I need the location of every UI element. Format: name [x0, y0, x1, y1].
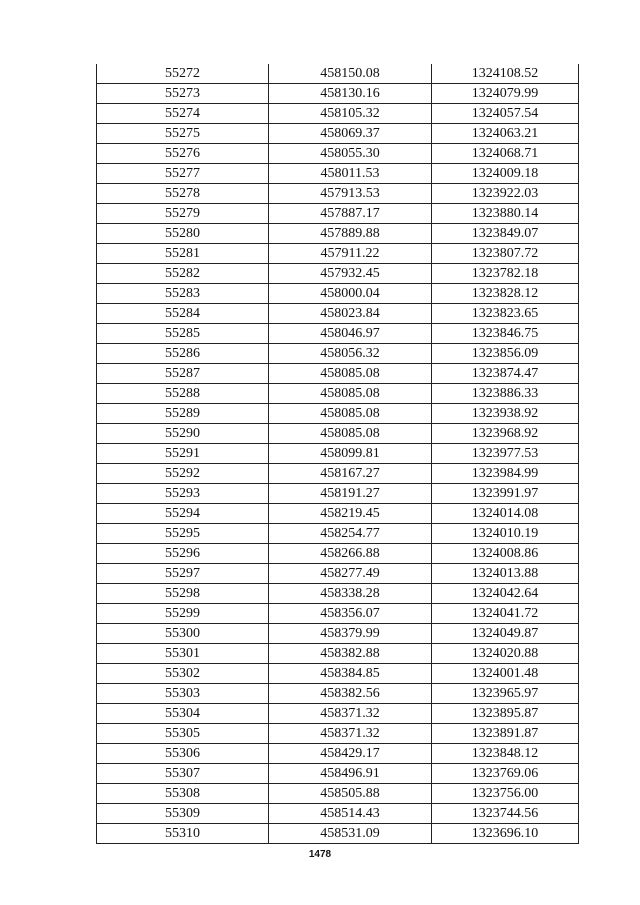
- x-coordinate-cell: 458085.08: [269, 364, 432, 384]
- x-coordinate-cell: 458000.04: [269, 284, 432, 304]
- y-coordinate-cell: 1324020.88: [432, 644, 579, 664]
- table-row: [97, 464, 579, 484]
- coordinate-table: [96, 64, 579, 844]
- y-coordinate-cell: 1323807.72: [432, 244, 579, 264]
- point-id-cell: 55286: [97, 344, 269, 364]
- table-row: [97, 804, 579, 824]
- y-coordinate-cell: 1324014.08: [432, 504, 579, 524]
- x-coordinate-cell: 457887.17: [269, 204, 432, 224]
- point-id-cell: 55277: [97, 164, 269, 184]
- table-row: [97, 64, 579, 84]
- table-row: [97, 304, 579, 324]
- point-id-cell: 55283: [97, 284, 269, 304]
- y-coordinate-cell: 1323938.92: [432, 404, 579, 424]
- x-coordinate-cell: 458382.56: [269, 684, 432, 704]
- table-row: [97, 324, 579, 344]
- y-coordinate-cell: 1323886.33: [432, 384, 579, 404]
- y-coordinate-cell: 1324008.86: [432, 544, 579, 564]
- table-row: [97, 584, 579, 604]
- table-row: [97, 424, 579, 444]
- y-coordinate-cell: 1324009.18: [432, 164, 579, 184]
- x-coordinate-cell: 458085.08: [269, 384, 432, 404]
- y-coordinate-cell: 1323991.97: [432, 484, 579, 504]
- point-id-cell: 55306: [97, 744, 269, 764]
- y-coordinate-cell: 1323965.97: [432, 684, 579, 704]
- table-row: [97, 564, 579, 584]
- table-row: [97, 264, 579, 284]
- table-row: [97, 504, 579, 524]
- point-id-cell: 55303: [97, 684, 269, 704]
- y-coordinate-cell: 1323895.87: [432, 704, 579, 724]
- x-coordinate-cell: 458338.28: [269, 584, 432, 604]
- point-id-cell: 55279: [97, 204, 269, 224]
- table-row: [97, 404, 579, 424]
- point-id-cell: 55272: [97, 64, 269, 84]
- table-row: [97, 644, 579, 664]
- point-id-cell: 55307: [97, 764, 269, 784]
- x-coordinate-cell: 458384.85: [269, 664, 432, 684]
- y-coordinate-cell: 1323880.14: [432, 204, 579, 224]
- y-coordinate-cell: 1324001.48: [432, 664, 579, 684]
- point-id-cell: 55293: [97, 484, 269, 504]
- point-id-cell: 55292: [97, 464, 269, 484]
- x-coordinate-cell: 458069.37: [269, 124, 432, 144]
- x-coordinate-cell: 458371.32: [269, 704, 432, 724]
- point-id-cell: 55296: [97, 544, 269, 564]
- coordinate-table-container: [96, 64, 578, 844]
- point-id-cell: 55273: [97, 84, 269, 104]
- table-row: [97, 764, 579, 784]
- y-coordinate-cell: 1323968.92: [432, 424, 579, 444]
- table-row: [97, 364, 579, 384]
- x-coordinate-cell: 458150.08: [269, 64, 432, 84]
- point-id-cell: 55301: [97, 644, 269, 664]
- x-coordinate-cell: 458099.81: [269, 444, 432, 464]
- point-id-cell: 55291: [97, 444, 269, 464]
- point-id-cell: 55285: [97, 324, 269, 344]
- x-coordinate-cell: 458382.88: [269, 644, 432, 664]
- point-id-cell: 55282: [97, 264, 269, 284]
- point-id-cell: 55305: [97, 724, 269, 744]
- y-coordinate-cell: 1323823.65: [432, 304, 579, 324]
- table-row: [97, 184, 579, 204]
- y-coordinate-cell: 1324041.72: [432, 604, 579, 624]
- table-row: [97, 384, 579, 404]
- point-id-cell: 55295: [97, 524, 269, 544]
- y-coordinate-cell: 1324010.19: [432, 524, 579, 544]
- point-id-cell: 55290: [97, 424, 269, 444]
- y-coordinate-cell: 1323874.47: [432, 364, 579, 384]
- x-coordinate-cell: 458130.16: [269, 84, 432, 104]
- point-id-cell: 55274: [97, 104, 269, 124]
- x-coordinate-cell: 458514.43: [269, 804, 432, 824]
- x-coordinate-cell: 458191.27: [269, 484, 432, 504]
- x-coordinate-cell: 458356.07: [269, 604, 432, 624]
- y-coordinate-cell: 1324108.52: [432, 64, 579, 84]
- point-id-cell: 55302: [97, 664, 269, 684]
- point-id-cell: 55281: [97, 244, 269, 264]
- x-coordinate-cell: 458266.88: [269, 544, 432, 564]
- y-coordinate-cell: 1324068.71: [432, 144, 579, 164]
- table-row: [97, 84, 579, 104]
- point-id-cell: 55308: [97, 784, 269, 804]
- y-coordinate-cell: 1323828.12: [432, 284, 579, 304]
- x-coordinate-cell: 458011.53: [269, 164, 432, 184]
- x-coordinate-cell: 458429.17: [269, 744, 432, 764]
- table-row: [97, 444, 579, 464]
- x-coordinate-cell: 458505.88: [269, 784, 432, 804]
- coordinate-table-body: [97, 64, 579, 844]
- table-row: [97, 524, 579, 544]
- y-coordinate-cell: 1323756.00: [432, 784, 579, 804]
- y-coordinate-cell: 1324079.99: [432, 84, 579, 104]
- y-coordinate-cell: 1324063.21: [432, 124, 579, 144]
- table-row: [97, 144, 579, 164]
- x-coordinate-cell: 457913.53: [269, 184, 432, 204]
- point-id-cell: 55278: [97, 184, 269, 204]
- table-row: [97, 164, 579, 184]
- y-coordinate-cell: 1323984.99: [432, 464, 579, 484]
- x-coordinate-cell: 457911.22: [269, 244, 432, 264]
- table-row: [97, 104, 579, 124]
- x-coordinate-cell: 458085.08: [269, 404, 432, 424]
- x-coordinate-cell: 458219.45: [269, 504, 432, 524]
- point-id-cell: 55284: [97, 304, 269, 324]
- point-id-cell: 55299: [97, 604, 269, 624]
- y-coordinate-cell: 1323891.87: [432, 724, 579, 744]
- x-coordinate-cell: 458379.99: [269, 624, 432, 644]
- point-id-cell: 55300: [97, 624, 269, 644]
- x-coordinate-cell: 458085.08: [269, 424, 432, 444]
- table-row: [97, 604, 579, 624]
- table-row: [97, 344, 579, 364]
- table-row: [97, 664, 579, 684]
- table-row: [97, 284, 579, 304]
- x-coordinate-cell: 457932.45: [269, 264, 432, 284]
- point-id-cell: 55294: [97, 504, 269, 524]
- x-coordinate-cell: 458371.32: [269, 724, 432, 744]
- table-row: [97, 124, 579, 144]
- table-row: [97, 224, 579, 244]
- point-id-cell: 55276: [97, 144, 269, 164]
- point-id-cell: 55288: [97, 384, 269, 404]
- y-coordinate-cell: 1323744.56: [432, 804, 579, 824]
- table-row: [97, 244, 579, 264]
- point-id-cell: 55309: [97, 804, 269, 824]
- y-coordinate-cell: 1323922.03: [432, 184, 579, 204]
- table-row: [97, 724, 579, 744]
- table-row: [97, 544, 579, 564]
- x-coordinate-cell: 458055.30: [269, 144, 432, 164]
- point-id-cell: 55287: [97, 364, 269, 384]
- table-row: [97, 744, 579, 764]
- y-coordinate-cell: 1323977.53: [432, 444, 579, 464]
- table-row: [97, 824, 579, 844]
- point-id-cell: 55289: [97, 404, 269, 424]
- point-id-cell: 55280: [97, 224, 269, 244]
- point-id-cell: 55297: [97, 564, 269, 584]
- x-coordinate-cell: 458056.32: [269, 344, 432, 364]
- table-row: [97, 204, 579, 224]
- y-coordinate-cell: 1323846.75: [432, 324, 579, 344]
- y-coordinate-cell: 1323849.07: [432, 224, 579, 244]
- table-row: [97, 784, 579, 804]
- y-coordinate-cell: 1323769.06: [432, 764, 579, 784]
- table-row: [97, 684, 579, 704]
- page-number: 1478: [308, 849, 332, 860]
- x-coordinate-cell: 458496.91: [269, 764, 432, 784]
- x-coordinate-cell: 458167.27: [269, 464, 432, 484]
- x-coordinate-cell: 458046.97: [269, 324, 432, 344]
- y-coordinate-cell: 1323856.09: [432, 344, 579, 364]
- x-coordinate-cell: 458531.09: [269, 824, 432, 844]
- x-coordinate-cell: 458023.84: [269, 304, 432, 324]
- table-row: [97, 624, 579, 644]
- point-id-cell: 55304: [97, 704, 269, 724]
- x-coordinate-cell: 457889.88: [269, 224, 432, 244]
- point-id-cell: 55298: [97, 584, 269, 604]
- table-row: [97, 704, 579, 724]
- y-coordinate-cell: 1324042.64: [432, 584, 579, 604]
- y-coordinate-cell: 1324013.88: [432, 564, 579, 584]
- x-coordinate-cell: 458277.49: [269, 564, 432, 584]
- table-row: [97, 484, 579, 504]
- point-id-cell: 55310: [97, 824, 269, 844]
- y-coordinate-cell: 1323782.18: [432, 264, 579, 284]
- y-coordinate-cell: 1323696.10: [432, 824, 579, 844]
- y-coordinate-cell: 1324049.87: [432, 624, 579, 644]
- x-coordinate-cell: 458254.77: [269, 524, 432, 544]
- point-id-cell: 55275: [97, 124, 269, 144]
- x-coordinate-cell: 458105.32: [269, 104, 432, 124]
- y-coordinate-cell: 1324057.54: [432, 104, 579, 124]
- y-coordinate-cell: 1323848.12: [432, 744, 579, 764]
